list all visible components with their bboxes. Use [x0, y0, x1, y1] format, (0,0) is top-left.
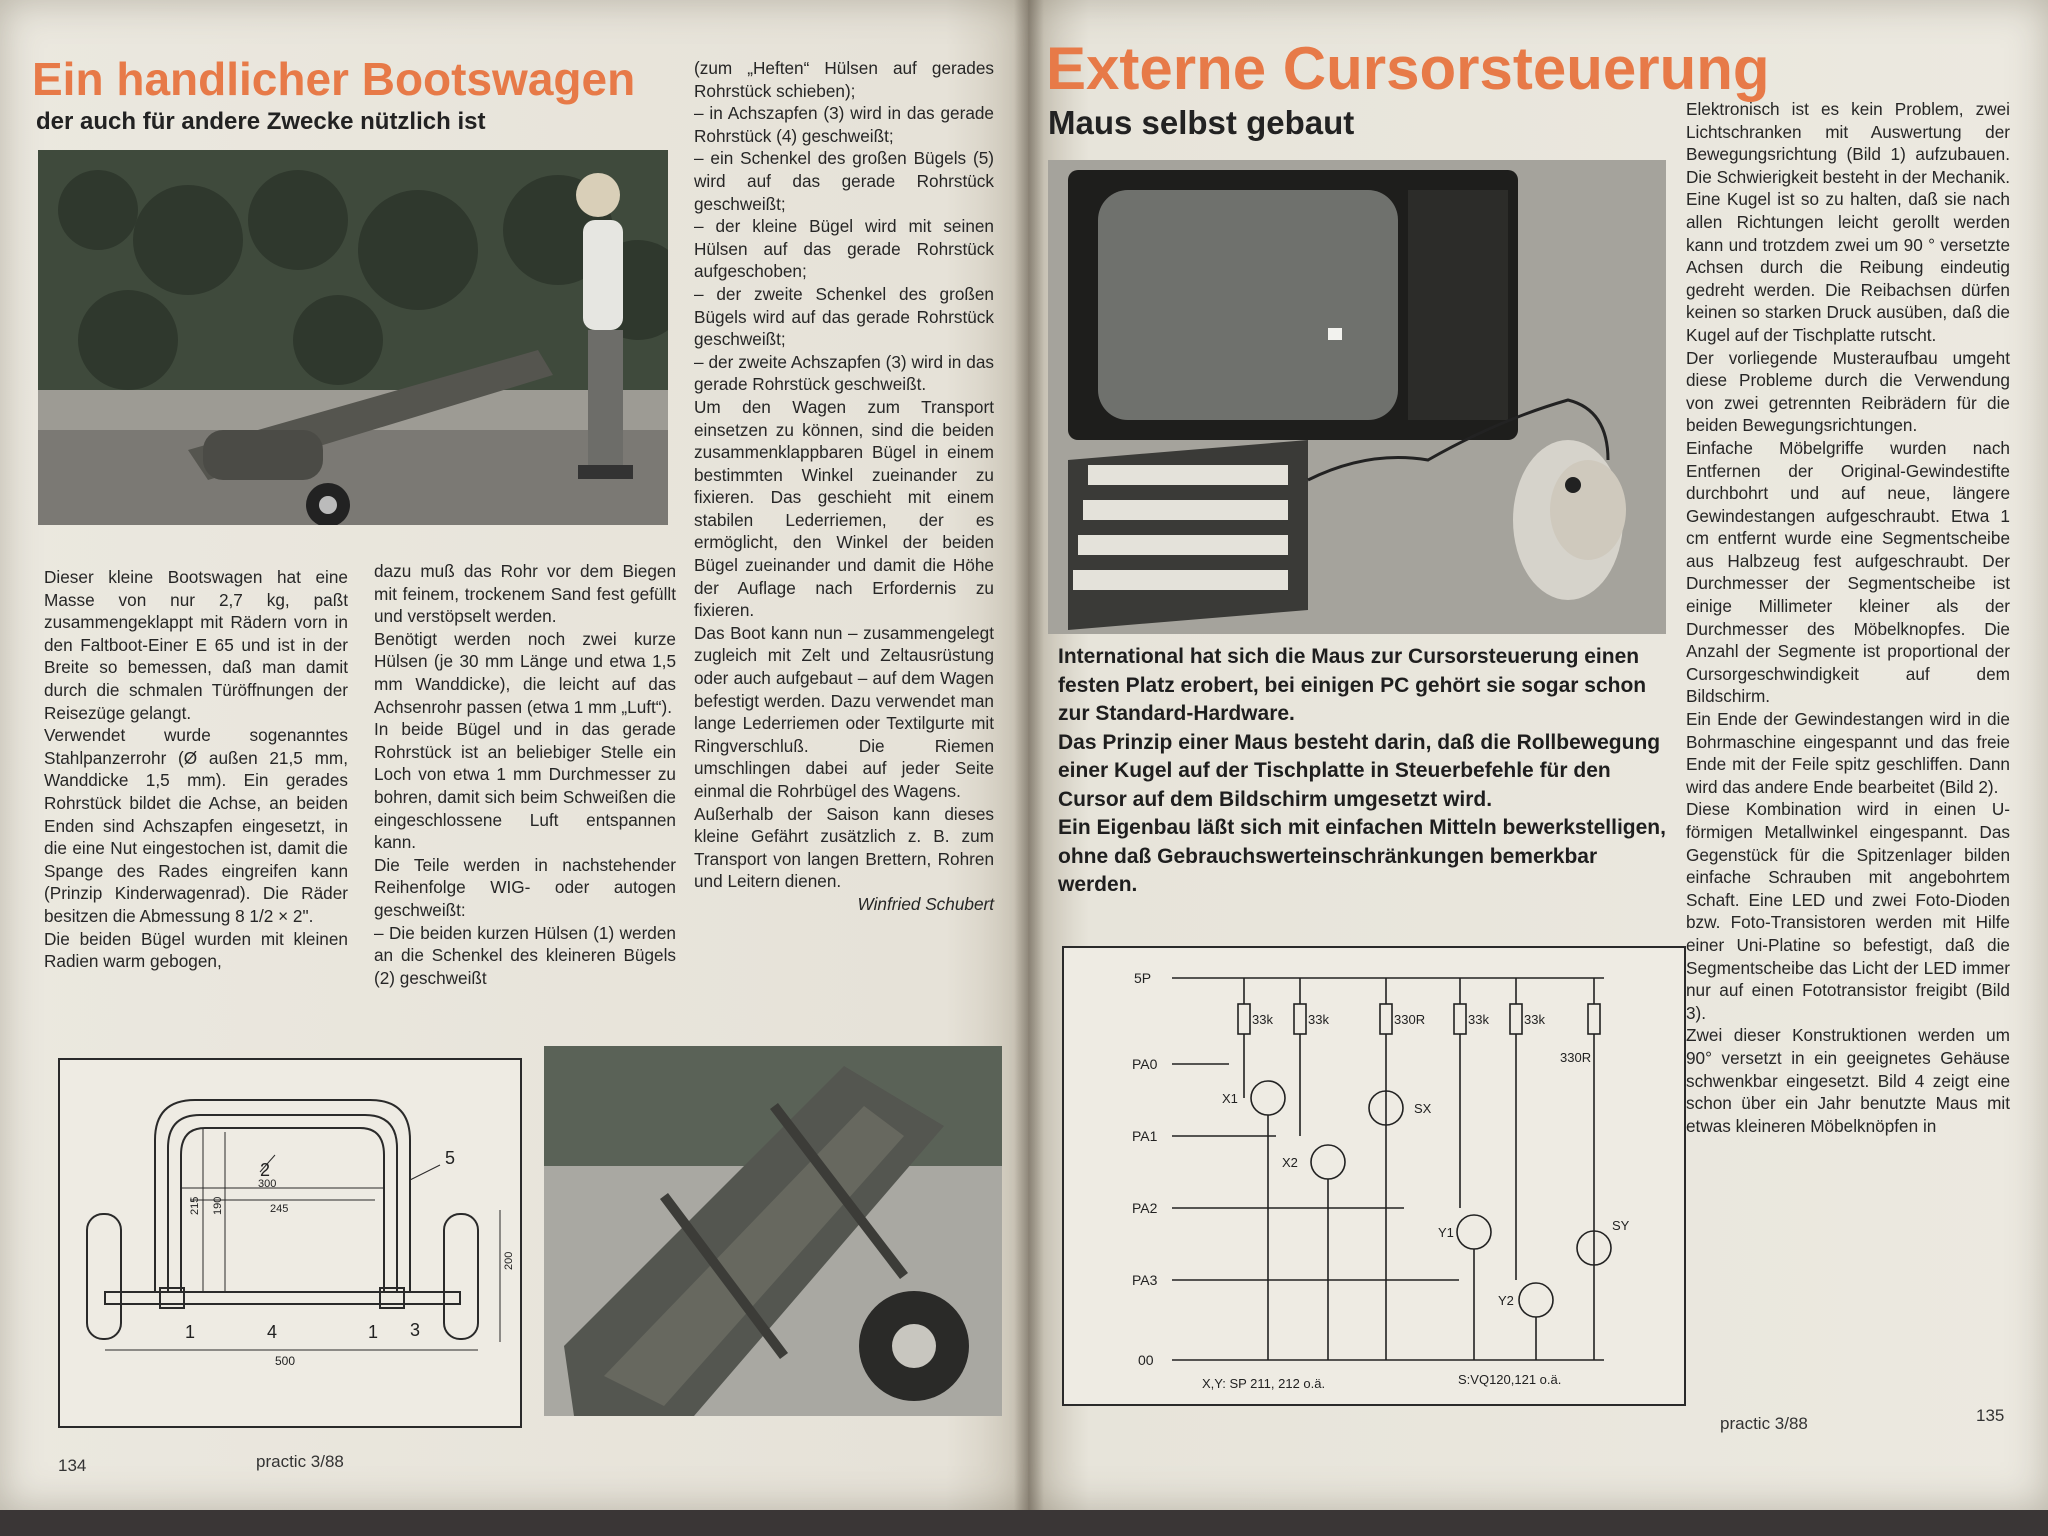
paragraph: – Die beiden kurzen Hülsen (1) werden an die Schenkel des kleineren Bügels (2) geschweißt: [374, 922, 676, 988]
left-column-1: [44, 566, 348, 973]
author: Winfried Schubert: [857, 893, 994, 914]
article-subtitle-mouse: Maus selbst gebaut: [1048, 104, 1355, 141]
article-subtitle-boat-trailer: der auch für andere Zwecke nützlich ist: [36, 108, 486, 135]
paragraph: – in Achszapfen (3) wird in das gerade Rohrstück (4) geschweißt;: [694, 103, 994, 146]
label-1b: 1: [368, 1322, 379, 1342]
dim-300: 300: [258, 1178, 277, 1190]
dim-500: 500: [275, 1354, 296, 1368]
lead-paragraph: Ein Eigenbau läßt sich mit einfachen Mitteln bewerkstelligen, ohne daß Gebrauchswerteinschränkungen bemerkbar werden.: [1058, 816, 1666, 896]
rail-pa2: PA2: [1132, 1200, 1158, 1216]
circuit-schematic: [1062, 946, 1686, 1406]
part-x2: X2: [1282, 1155, 1298, 1170]
left-column-2: [374, 560, 676, 989]
paragraph: – der zweite Achszapfen (3) wird in das gerade Rohrstück geschweißt.: [694, 351, 994, 395]
note-leds: S:VQ120,121 o.ä.: [1458, 1372, 1562, 1387]
resistor-label: 33k: [1524, 1012, 1545, 1027]
photo-computer-with-mouse: [1048, 160, 1666, 634]
paragraph: Das Boot kann nun – zusammengelegt zugleich mit Zelt und Zeltausrüstung oder auch aufgebaut – auf dem Wagen befestigt werden. Dazu verwendet man lange Lederriemen oder Textilgurte mit Ringverschluß. Die Riemen umschlingen dabei auf jeder Seite einmal die Rohrbügel des Wagens.: [694, 622, 994, 801]
label-1a: 1: [185, 1322, 196, 1342]
paragraph: Zwei dieser Konstruktionen werden um 90° versetzt in ein geeignetes Gehäuse schwenkbar eingesetzt. Bild 4 zeigt eine schon über ein Jahr benutzte Maus mit etwas kleineren Möbelknöpfen in: [1686, 1025, 2010, 1136]
paragraph: Der vorliegende Musteraufbau umgeht diese Probleme durch die Verwendung von zwei getrennten Reibrädern für die beiden Bewegungsrichtungen.: [1686, 347, 2010, 436]
page-number-right: 135: [1976, 1406, 2005, 1425]
part-sx: SX: [1414, 1101, 1432, 1116]
dim-245: 245: [270, 1203, 289, 1215]
note-transistors: X,Y: SP 211, 212 o.ä.: [1202, 1376, 1326, 1391]
paragraph: In beide Bügel und in das gerade Rohrstück ist an beliebiger Stelle ein Loch von etwa 1 mm Durchmesser zu bohren, damit sich beim Schweißen die eingeschlossene Luft entspannen kann.: [374, 719, 676, 853]
part-x1: X1: [1222, 1091, 1238, 1106]
dim-190: 190: [212, 1196, 224, 1215]
rail-pa1: PA1: [1132, 1128, 1158, 1144]
resistor-label: 33k: [1468, 1012, 1489, 1027]
paragraph: – ein Schenkel des großen Bügels (5) wird auf das gerade Rohrstück geschweißt;: [694, 148, 994, 214]
technical-drawing-trailer: [58, 1058, 522, 1428]
rail-5p: 5P: [1134, 970, 1152, 986]
lead-text: [1058, 643, 1666, 900]
paragraph: Elektronisch ist es kein Problem, zwei Lichtschranken mit Auswertung der Bewegungsrichtung (Bild 1) aufzubauen. Die Schwierigkeit besteht in der Mechanik. Eine Kugel ist so zu halten, daß sie nach allen Richtungen leicht gerollt werden kann und trotzdem zwei um 90 ° versetzte Achsen durch die Reibung eindeutig gedreht werden. Die Reibachsen dürfen keinen so starken Druck ausüben, daß die Kugel auf der Tischplatte rutscht.: [1686, 99, 2010, 345]
page-number-left: 134: [58, 1456, 87, 1475]
magazine-issue-right: practic 3/88: [1720, 1414, 1808, 1433]
paragraph: Diese Kombination wird in einen U-förmigen Metallwinkel eingespannt. Das Gegenstück für die Spitzenlager bilden einfache Schrauben mit angebohrtem Schaft. Eine LED und zwei Foto-Dioden bzw. Foto-Transistoren werden mit Hilfe einer Uni-Platine so befestigt, daß die Segmentscheibe das Licht der LED immer nur auf einen Fototransistor freigibt (Bild 3).: [1686, 799, 2010, 1023]
paragraph: – der zweite Schenkel des großen Bügels wird auf das gerade Rohrstück geschweißt;: [694, 283, 994, 350]
rail-pa3: PA3: [1132, 1272, 1158, 1288]
dim-215: 215: [189, 1196, 201, 1215]
label-5: 5: [445, 1148, 456, 1168]
paragraph: Dieser kleine Bootswagen hat eine Masse von nur 2,7 kg, paßt zusammengeklappt mit Rädern vorn in den Faltboot-Einer E 65 und ist in der Breite so bemessen, daß man damit durch die schmalen Türöffnungen der Reisezüge gelangt.: [44, 567, 348, 723]
paragraph: Außerhalb der Saison kann dieses kleine Gefährt zusätzlich z. B. zum Transport von langen Brettern, Rohren und Leitern dienen.: [694, 803, 994, 892]
article-title-boat-trailer: Ein handlicher Bootswagen: [32, 53, 636, 105]
paragraph: Benötigt werden noch zwei kurze Hülsen (je 30 mm Länge und etwa 1,5 mm Wanddicke), die leicht auf das Achsenrohr passen (etwa 1 mm „Luft“).: [374, 628, 676, 717]
rail-00: 00: [1138, 1352, 1154, 1368]
part-y1: Y1: [1438, 1225, 1454, 1240]
resistor-label: 330R: [1394, 1012, 1426, 1027]
book-spine: [1014, 0, 1044, 1510]
paragraph: (zum „Heften“ Hülsen auf gerades Rohrstück schieben);: [694, 58, 994, 101]
article-title-cursor-control: Externe Cursorsteuerung: [1046, 35, 1770, 102]
paragraph: Um den Wagen zum Transport einsetzen zu können, sind die beiden zusammenklappbaren Bügel in einem bestimmten Winkel zueinander zu fixieren. Das geschieht mit einem stabilen Lederriemen, der es ermöglicht, den Winkel der beiden Bügel zueinander und damit die Höhe der Auflage nach Erfordernis zu fixieren.: [694, 396, 994, 621]
part-sy: SY: [1612, 1218, 1630, 1233]
rail-pa0: PA0: [1132, 1056, 1158, 1072]
resistor-label: 33k: [1308, 1012, 1329, 1027]
paragraph: Verwendet wurde sogenanntes Stahlpanzerrohr (Ø außen 21,5 mm, Wanddicke 1,5 mm). Ein gerades Rohrstück bildet die Achse, an beiden Enden sind Achszapfen eingesetzt, in die eine Nut eingestochen ist, damit die Spange des Rades eingreifen kann (Prinzip Kinderwagenrad). Die Räder besitzen die Abmessung 8 1/2 × 2".: [44, 725, 348, 926]
paragraph: Einfache Möbelgriffe wurden nach Entfernen der Original-Gewindestifte durchbohrt und auf neue, längere Gewindestangen aufgeschraubt. Etwa 1 cm entfernt wurde eine Segmentscheibe aus Halbzeug fest aufgeschraubt. Der Durchmesser der Segmentscheibe ist einige Millimeter kleiner als der Durchmesser des Möbelknopfes. Die Anzahl der Segmente ist proportional der Cursorgeschwindigkeit auf dem Bildschirm.: [1686, 437, 2010, 707]
resistor-label: 33k: [1252, 1012, 1273, 1027]
dim-200: 200: [503, 1251, 515, 1270]
paragraph: – der kleine Bügel wird mit seinen Hülsen auf das gerade Rohrstück aufgeschoben;: [694, 216, 994, 282]
paragraph: Die Teile werden in nachstehender Reihenfolge WIG- oder autogen geschweißt:: [374, 854, 676, 920]
photo-boy-with-boat-trailer: [38, 150, 668, 525]
lead-paragraph: International hat sich die Maus zur Cursorsteuerung einen festen Platz erobert, bei einigen PC gehört sie sogar schon zur Standard-Hardware.: [1058, 645, 1647, 725]
lead-paragraph: Das Prinzip einer Maus besteht darin, daß die Rollbewegung einer Kugel auf der Tischplatte in Steuerbefehle für den Cursor auf dem Bildschirm umgesetzt wird.: [1058, 730, 1661, 811]
label-2: 2: [260, 1160, 271, 1180]
paragraph: Die beiden Bügel wurden mit kleinen Radien warm gebogen,: [44, 928, 348, 972]
left-column-3: [694, 57, 994, 916]
right-column: [1686, 98, 2010, 1137]
label-4: 4: [267, 1322, 278, 1342]
paragraph: dazu muß das Rohr vor dem Biegen mit feinem, trockenem Sand fest gefüllt und verstöpselt werden.: [374, 561, 676, 627]
magazine-issue-left: practic 3/88: [256, 1452, 344, 1471]
part-y2: Y2: [1498, 1293, 1514, 1308]
label-3: 3: [410, 1320, 421, 1340]
paragraph: Ein Ende der Gewindestangen wird in die Bohrmaschine eingespannt und das freie Ende mit der Feile spitz geschliffen. Dann wird das andere Ende bearbeitet (Bild 2).: [1686, 709, 2010, 797]
photo-trailer-closeup: [544, 1046, 1002, 1416]
resistor-label: 330R: [1560, 1050, 1592, 1065]
